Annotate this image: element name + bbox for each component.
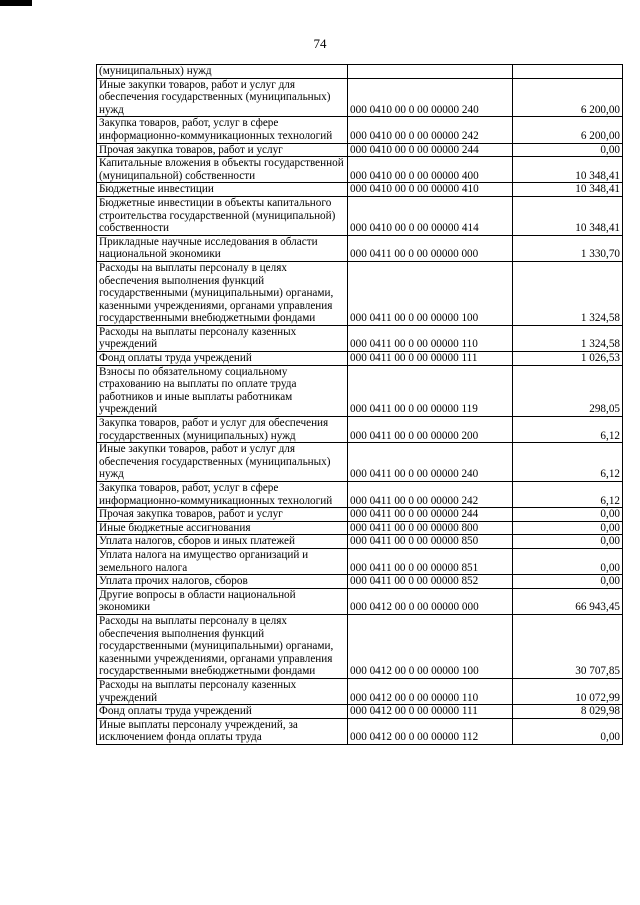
- row-code: 000 0411 00 0 00 00000 242: [348, 482, 513, 508]
- row-name: Взносы по обязательному социальному страхованию на выплаты по оплате труда работников и иные выплаты работникам учреждений: [97, 365, 348, 416]
- row-amount: 0,00: [513, 521, 623, 535]
- table-row: [97, 417, 623, 443]
- row-name: Расходы на выплаты персоналу в целях обеспечения выполнения функций государственными (муниципальными) органами, казенными учреждениями, органами управления государственными внебюджетными фондами: [97, 261, 348, 325]
- row-name: Иные закупки товаров, работ и услуг для обеспечения государственных (муниципальных) нужд: [97, 443, 348, 482]
- table-row: [97, 548, 623, 574]
- row-amount: 6 200,00: [513, 117, 623, 143]
- table-row: [97, 575, 623, 589]
- table-row: [97, 535, 623, 549]
- row-code: 000 0412 00 0 00 00000 000: [348, 588, 513, 614]
- row-amount: 0,00: [513, 718, 623, 744]
- table-row: [97, 521, 623, 535]
- row-name: Расходы на выплаты персоналу казенных учреждений: [97, 325, 348, 351]
- row-amount: [513, 65, 623, 79]
- row-name: Капитальные вложения в объекты государственной (муниципальной) собственности: [97, 157, 348, 183]
- table-row: [97, 443, 623, 482]
- table-row: [97, 482, 623, 508]
- row-amount: 0,00: [513, 575, 623, 589]
- row-code: 000 0411 00 0 00 00000 851: [348, 548, 513, 574]
- row-name: Бюджетные инвестиции: [97, 183, 348, 197]
- row-code: 000 0410 00 0 00 00000 400: [348, 157, 513, 183]
- row-name: Иные закупки товаров, работ и услуг для обеспечения государственных (муниципальных) нужд: [97, 78, 348, 117]
- row-amount: 6,12: [513, 417, 623, 443]
- row-amount: 10 348,41: [513, 196, 623, 235]
- row-amount: 0,00: [513, 548, 623, 574]
- row-name: Уплата прочих налогов, сборов: [97, 575, 348, 589]
- row-name: Бюджетные инвестиции в объекты капитального строительства государственной (муниципальной) собственности: [97, 196, 348, 235]
- page-number: 74: [313, 36, 327, 51]
- row-amount: 0,00: [513, 508, 623, 522]
- row-code: 000 0411 00 0 00 00000 111: [348, 352, 513, 366]
- row-code: 000 0411 00 0 00 00000 200: [348, 417, 513, 443]
- row-code: 000 0412 00 0 00 00000 112: [348, 718, 513, 744]
- row-amount: 1 330,70: [513, 235, 623, 261]
- table-row: [97, 261, 623, 325]
- table-row: [97, 678, 623, 704]
- table-row: [97, 365, 623, 416]
- row-code: 000 0411 00 0 00 00000 000: [348, 235, 513, 261]
- row-name: (муниципальных) нужд: [97, 65, 348, 79]
- row-amount: 30 707,85: [513, 614, 623, 678]
- row-name: Уплата налога на имущество организаций и земельного налога: [97, 548, 348, 574]
- table-row: [97, 614, 623, 678]
- table-row: [97, 78, 623, 117]
- row-amount: 1 026,53: [513, 352, 623, 366]
- row-name: Закупка товаров, работ, услуг в сфере информационно-коммуникационных технологий: [97, 117, 348, 143]
- table-row: [97, 588, 623, 614]
- row-amount: 10 072,99: [513, 678, 623, 704]
- row-code: [348, 65, 513, 79]
- row-name: Прочая закупка товаров, работ и услуг: [97, 508, 348, 522]
- row-name: Иные выплаты персоналу учреждений, за исключением фонда оплаты труда: [97, 718, 348, 744]
- table-row: [97, 235, 623, 261]
- row-code: 000 0411 00 0 00 00000 800: [348, 521, 513, 535]
- row-name: Иные бюджетные ассигнования: [97, 521, 348, 535]
- row-name: Расходы на выплаты персоналу казенных учреждений: [97, 678, 348, 704]
- row-code: 000 0412 00 0 00 00000 100: [348, 614, 513, 678]
- scan-corner-mark: [0, 0, 32, 6]
- row-name: Прочая закупка товаров, работ и услуг: [97, 143, 348, 157]
- table-row: [97, 705, 623, 719]
- row-name: Другие вопросы в области национальной экономики: [97, 588, 348, 614]
- row-amount: 298,05: [513, 365, 623, 416]
- table-row: [97, 143, 623, 157]
- row-code: 000 0410 00 0 00 00000 410: [348, 183, 513, 197]
- row-amount: 6 200,00: [513, 78, 623, 117]
- row-amount: 0,00: [513, 535, 623, 549]
- row-code: 000 0412 00 0 00 00000 111: [348, 705, 513, 719]
- table-row: [97, 718, 623, 744]
- row-code: 000 0411 00 0 00 00000 240: [348, 443, 513, 482]
- row-name: Уплата налогов, сборов и иных платежей: [97, 535, 348, 549]
- table-row: [97, 65, 623, 79]
- table-row: [97, 352, 623, 366]
- row-code: 000 0412 00 0 00 00000 110: [348, 678, 513, 704]
- row-name: Закупка товаров, работ и услуг для обеспечения государственных (муниципальных) нужд: [97, 417, 348, 443]
- row-code: 000 0410 00 0 00 00000 242: [348, 117, 513, 143]
- table-row: [97, 508, 623, 522]
- table-row: [97, 157, 623, 183]
- row-amount: 0,00: [513, 143, 623, 157]
- table-row: [97, 117, 623, 143]
- row-name: Фонд оплаты труда учреждений: [97, 705, 348, 719]
- row-code: 000 0411 00 0 00 00000 100: [348, 261, 513, 325]
- row-amount: 10 348,41: [513, 157, 623, 183]
- row-name: Расходы на выплаты персоналу в целях обеспечения выполнения функций государственными (муниципальными) органами, казенными учреждениями, органами управления государственными внебюджетными фондами: [97, 614, 348, 678]
- row-amount: 10 348,41: [513, 183, 623, 197]
- row-code: 000 0410 00 0 00 00000 244: [348, 143, 513, 157]
- row-code: 000 0411 00 0 00 00000 852: [348, 575, 513, 589]
- table-row: [97, 183, 623, 197]
- row-name: Фонд оплаты труда учреждений: [97, 352, 348, 366]
- row-amount: 1 324,58: [513, 261, 623, 325]
- row-code: 000 0411 00 0 00 00000 244: [348, 508, 513, 522]
- budget-table: [96, 64, 623, 745]
- row-amount: 1 324,58: [513, 325, 623, 351]
- row-code: 000 0411 00 0 00 00000 119: [348, 365, 513, 416]
- row-amount: 6,12: [513, 482, 623, 508]
- row-name: Закупка товаров, работ, услуг в сфере информационно-коммуникационных технологий: [97, 482, 348, 508]
- row-amount: 6,12: [513, 443, 623, 482]
- row-code: 000 0410 00 0 00 00000 240: [348, 78, 513, 117]
- row-amount: 66 943,45: [513, 588, 623, 614]
- row-code: 000 0410 00 0 00 00000 414: [348, 196, 513, 235]
- row-amount: 8 029,98: [513, 705, 623, 719]
- row-name: Прикладные научные исследования в области национальной экономики: [97, 235, 348, 261]
- table-row: [97, 325, 623, 351]
- table-row: [97, 196, 623, 235]
- row-code: 000 0411 00 0 00 00000 110: [348, 325, 513, 351]
- row-code: 000 0411 00 0 00 00000 850: [348, 535, 513, 549]
